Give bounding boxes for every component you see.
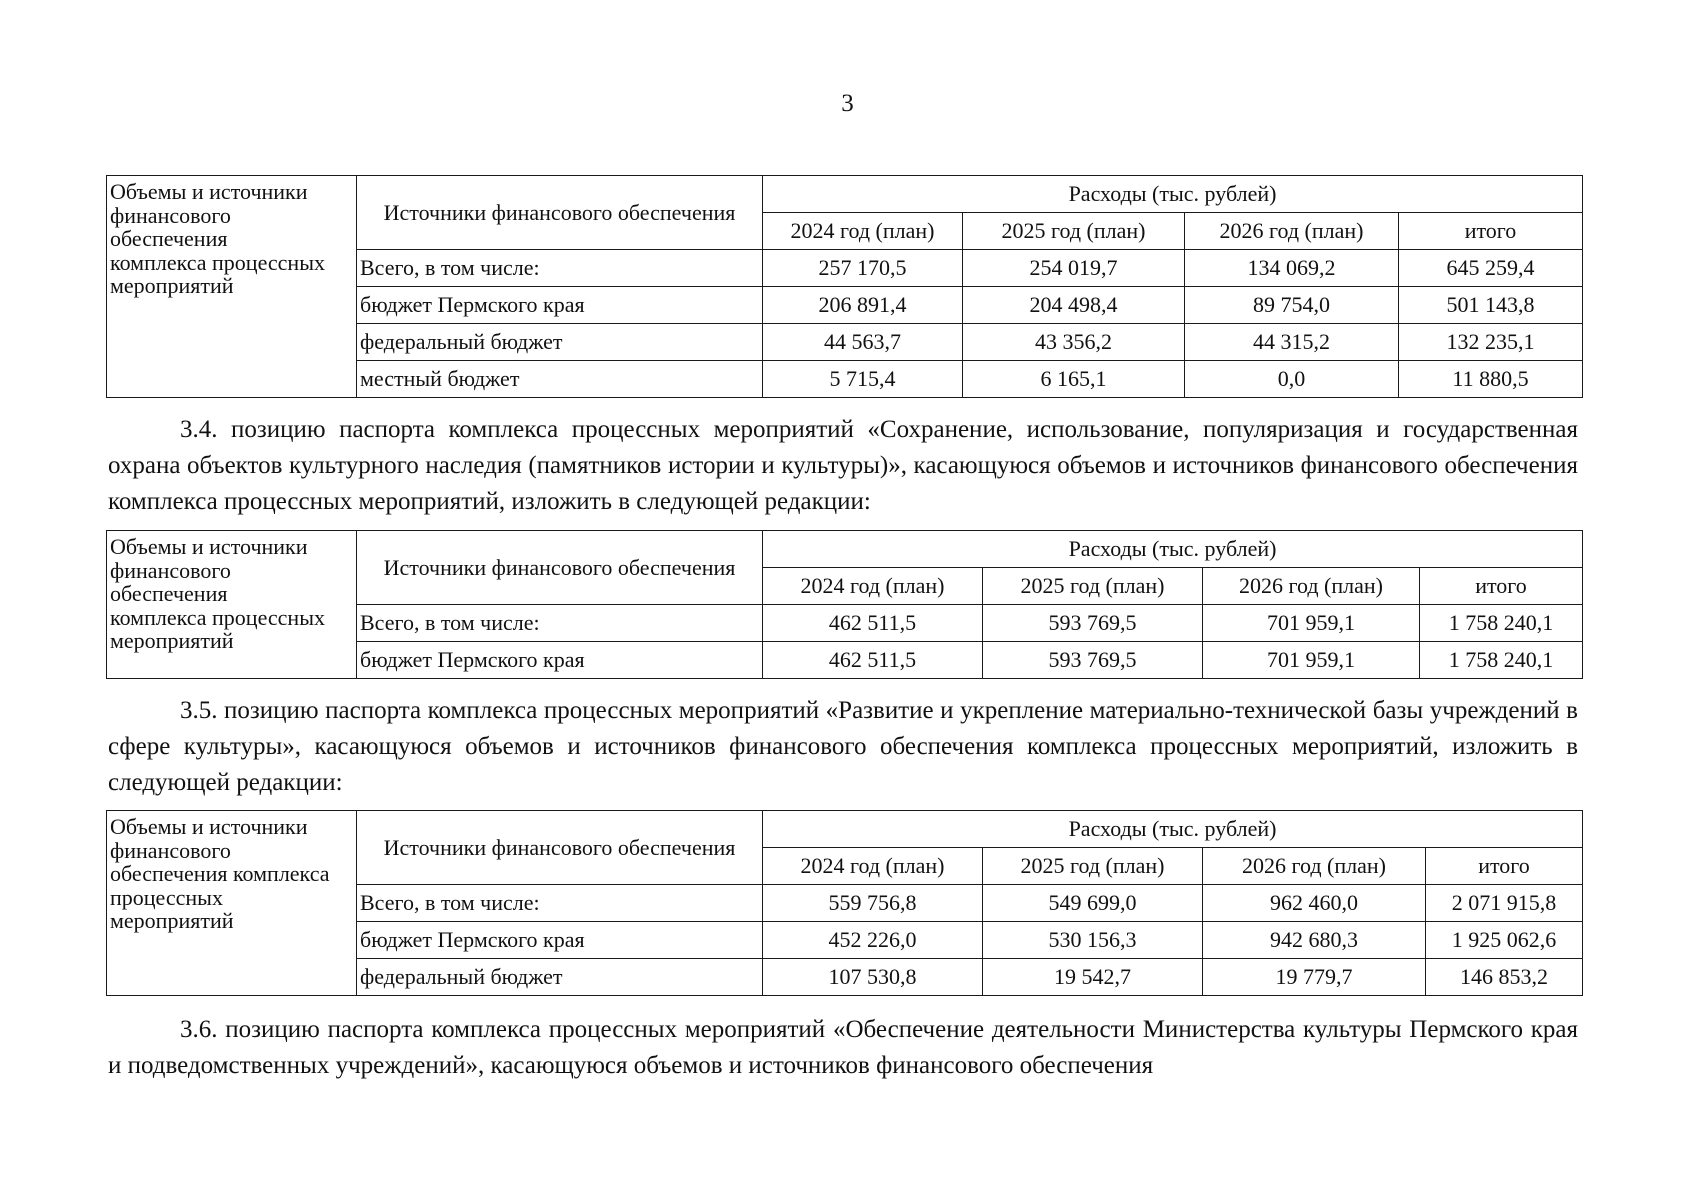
year-header: 2026 год (план) bbox=[1203, 568, 1420, 605]
source-cell: бюджет Пермского края bbox=[357, 642, 763, 679]
source-cell: местный бюджет bbox=[357, 361, 763, 398]
total-cell: 2 071 915,8 bbox=[1426, 885, 1583, 922]
source-cell: бюджет Пермского края bbox=[357, 287, 763, 324]
table-row-label: Объемы и источники финансового обеспечения комплекса процессных мероприятий bbox=[107, 531, 357, 679]
value-cell: 204 498,4 bbox=[963, 287, 1185, 324]
source-cell: федеральный бюджет bbox=[357, 959, 763, 996]
year-header: 2025 год (план) bbox=[983, 848, 1203, 885]
value-cell: 44 315,2 bbox=[1185, 324, 1399, 361]
value-cell: 452 226,0 bbox=[763, 922, 983, 959]
total-cell: 1 758 240,1 bbox=[1420, 642, 1583, 679]
source-cell: бюджет Пермского края bbox=[357, 922, 763, 959]
value-cell: 701 959,1 bbox=[1203, 642, 1420, 679]
value-cell: 962 460,0 bbox=[1203, 885, 1426, 922]
value-cell: 44 563,7 bbox=[763, 324, 963, 361]
source-header: Источники финансового обеспечения bbox=[357, 531, 763, 605]
year-header: 2026 год (план) bbox=[1203, 848, 1426, 885]
total-cell: 645 259,4 bbox=[1399, 250, 1583, 287]
source-cell: Всего, в том числе: bbox=[357, 250, 763, 287]
value-cell: 462 511,5 bbox=[763, 605, 983, 642]
expenses-header: Расходы (тыс. рублей) bbox=[763, 811, 1583, 848]
value-cell: 530 156,3 bbox=[983, 922, 1203, 959]
page-number: 3 bbox=[841, 90, 854, 117]
source-cell: федеральный бюджет bbox=[357, 324, 763, 361]
value-cell: 5 715,4 bbox=[763, 361, 963, 398]
value-cell: 107 530,8 bbox=[763, 959, 983, 996]
value-cell: 942 680,3 bbox=[1203, 922, 1426, 959]
value-cell: 254 019,7 bbox=[963, 250, 1185, 287]
expenses-header: Расходы (тыс. рублей) bbox=[763, 176, 1583, 213]
value-cell: 593 769,5 bbox=[983, 605, 1203, 642]
table-row-label: Объемы и источники финансового обеспечения комплекса процессных мероприятий bbox=[107, 811, 357, 996]
total-cell: 132 235,1 bbox=[1399, 324, 1583, 361]
value-cell: 19 542,7 bbox=[983, 959, 1203, 996]
value-cell: 549 699,0 bbox=[983, 885, 1203, 922]
value-cell: 6 165,1 bbox=[963, 361, 1185, 398]
value-cell: 701 959,1 bbox=[1203, 605, 1420, 642]
source-cell: Всего, в том числе: bbox=[357, 605, 763, 642]
total-cell: 11 880,5 bbox=[1399, 361, 1583, 398]
value-cell: 257 170,5 bbox=[763, 250, 963, 287]
value-cell: 462 511,5 bbox=[763, 642, 983, 679]
year-header: 2024 год (план) bbox=[763, 568, 983, 605]
paragraph-3-6: 3.6. позицию паспорта комплекса процессных мероприятий «Обеспечение деятельности Министерства культуры Пермского края и подведомственных учреждений», касающуюся объемов и источников финансового обеспечения bbox=[108, 1016, 1578, 1079]
paragraph-3-5: 3.5. позицию паспорта комплекса процессных мероприятий «Развитие и укрепление материально-технической базы учреждений в сфере культуры», касающуюся объемов и источников финансового обеспечения комплекса процессных мероприятий, изложить в следующей редакции: bbox=[108, 697, 1578, 796]
total-cell: 1 925 062,6 bbox=[1426, 922, 1583, 959]
value-cell: 0,0 bbox=[1185, 361, 1399, 398]
year-header: 2025 год (план) bbox=[983, 568, 1203, 605]
value-cell: 593 769,5 bbox=[983, 642, 1203, 679]
value-cell: 89 754,0 bbox=[1185, 287, 1399, 324]
expenses-header: Расходы (тыс. рублей) bbox=[763, 531, 1583, 568]
year-header: 2026 год (план) bbox=[1185, 213, 1399, 250]
financing-table-1 bbox=[106, 175, 1583, 398]
value-cell: 206 891,4 bbox=[763, 287, 963, 324]
source-cell: Всего, в том числе: bbox=[357, 885, 763, 922]
total-header: итого bbox=[1399, 213, 1583, 250]
financing-table-3 bbox=[106, 810, 1583, 996]
table-row-label: Объемы и источники финансового обеспечения комплекса процессных мероприятий bbox=[107, 176, 357, 398]
paragraph-3-4: 3.4. позицию паспорта комплекса процессных мероприятий «Сохранение, использование, популяризация и государственная охрана объектов культурного наследия (памятников истории и культуры)», касающуюся объемов и источников финансового обеспечения комплекса процессных мероприятий, изложить в следующей редакции: bbox=[108, 416, 1578, 515]
value-cell: 559 756,8 bbox=[763, 885, 983, 922]
total-header: итого bbox=[1420, 568, 1583, 605]
value-cell: 134 069,2 bbox=[1185, 250, 1399, 287]
value-cell: 43 356,2 bbox=[963, 324, 1185, 361]
total-cell: 1 758 240,1 bbox=[1420, 605, 1583, 642]
source-header: Источники финансового обеспечения bbox=[357, 811, 763, 885]
source-header: Источники финансового обеспечения bbox=[357, 176, 763, 250]
financing-table-2 bbox=[106, 530, 1583, 679]
value-cell: 19 779,7 bbox=[1203, 959, 1426, 996]
year-header: 2024 год (план) bbox=[763, 213, 963, 250]
year-header: 2024 год (план) bbox=[763, 848, 983, 885]
year-header: 2025 год (план) bbox=[963, 213, 1185, 250]
total-cell: 501 143,8 bbox=[1399, 287, 1583, 324]
total-cell: 146 853,2 bbox=[1426, 959, 1583, 996]
total-header: итого bbox=[1426, 848, 1583, 885]
